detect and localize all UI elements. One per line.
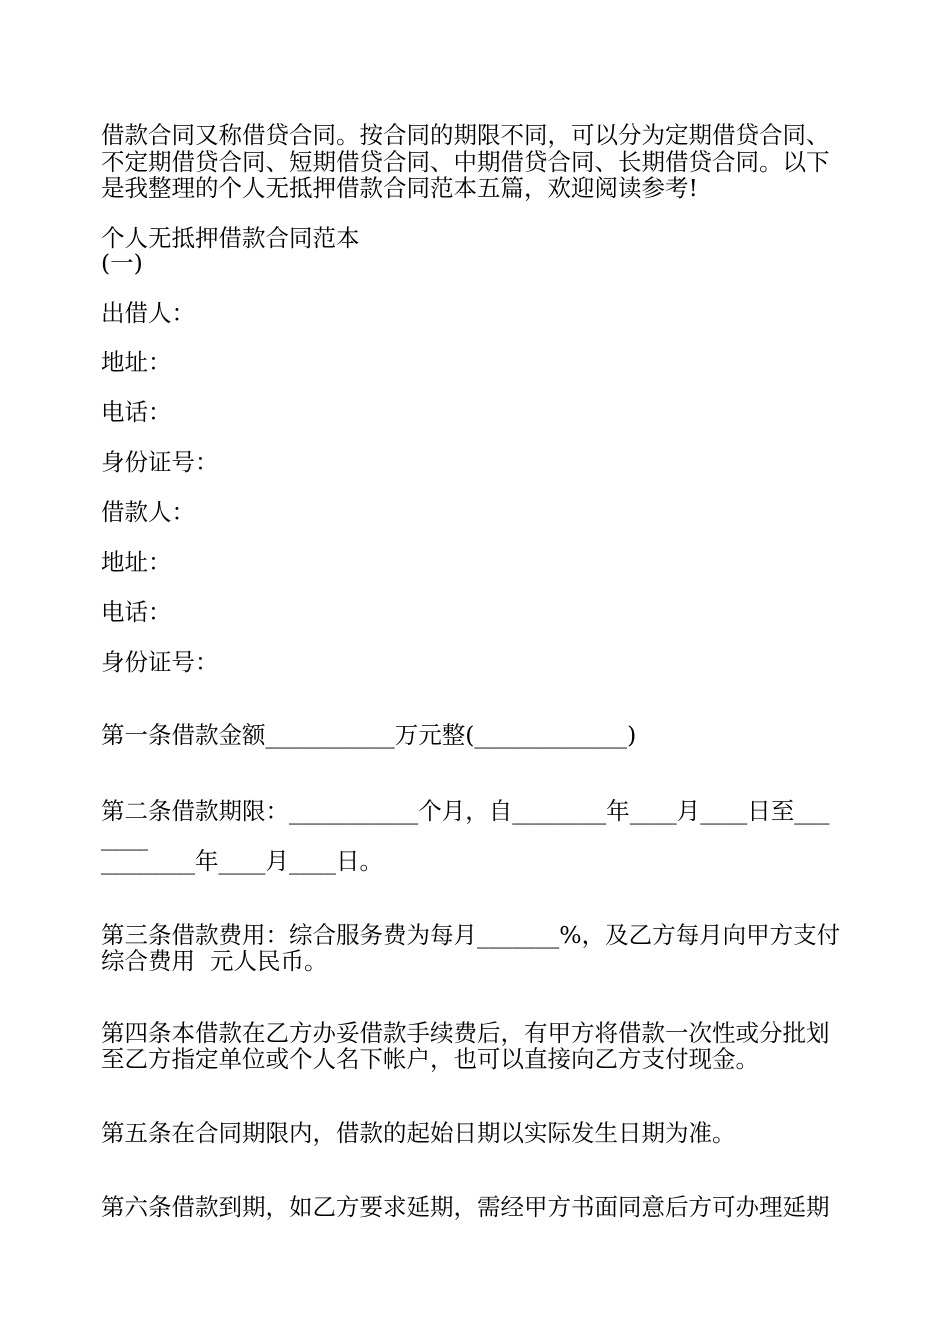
borrower-phone-label: 电话：	[101, 598, 172, 626]
article-2-line-3: ________年____月____日。	[101, 847, 383, 875]
borrower-address-label: 地址：	[101, 548, 172, 576]
intro-line-1: 借款合同又称借贷合同。按合同的期限不同，可以分为定期借贷合同、	[101, 121, 830, 149]
lender-address-label: 地址：	[101, 348, 172, 376]
article-3-line-1: 第三条借款费用：综合服务费为每月_______%，及乙方每月向甲方支付	[101, 921, 841, 949]
article-2-line-1: 第二条借款期限：___________个月，自________年____月____日至___	[101, 797, 830, 825]
section-number: (一)	[101, 249, 143, 277]
article-1: 第一条借款金额___________万元整(_____________)	[101, 721, 637, 749]
article-5: 第五条在合同期限内，借款的起始日期以实际发生日期为准。	[101, 1119, 736, 1147]
article-4-line-2: 至乙方指定单位或个人名下帐户，也可以直接向乙方支付现金。	[101, 1045, 759, 1073]
article-2-line-2: ____	[101, 823, 148, 851]
lender-phone-label: 电话：	[101, 398, 172, 426]
lender-label: 出借人：	[101, 299, 195, 327]
intro-line-2: 不定期借贷合同、短期借贷合同、中期借贷合同、长期借贷合同。以下	[101, 148, 830, 176]
article-6-line-1: 第六条借款到期，如乙方要求延期，需经甲方书面同意后方可办理延期	[101, 1193, 830, 1221]
borrower-id-label: 身份证号：	[101, 648, 219, 676]
lender-id-label: 身份证号：	[101, 448, 219, 476]
article-4-line-1: 第四条本借款在乙方办妥借款手续费后，有甲方将借款一次性或分批划	[101, 1019, 830, 1047]
section-title: 个人无抵押借款合同范本	[101, 224, 360, 252]
article-3-line-2: 综合费用 元人民币。	[101, 947, 328, 975]
intro-line-3: 是我整理的个人无抵押借款合同范本五篇，欢迎阅读参考!	[101, 174, 698, 202]
borrower-label: 借款人：	[101, 498, 195, 526]
